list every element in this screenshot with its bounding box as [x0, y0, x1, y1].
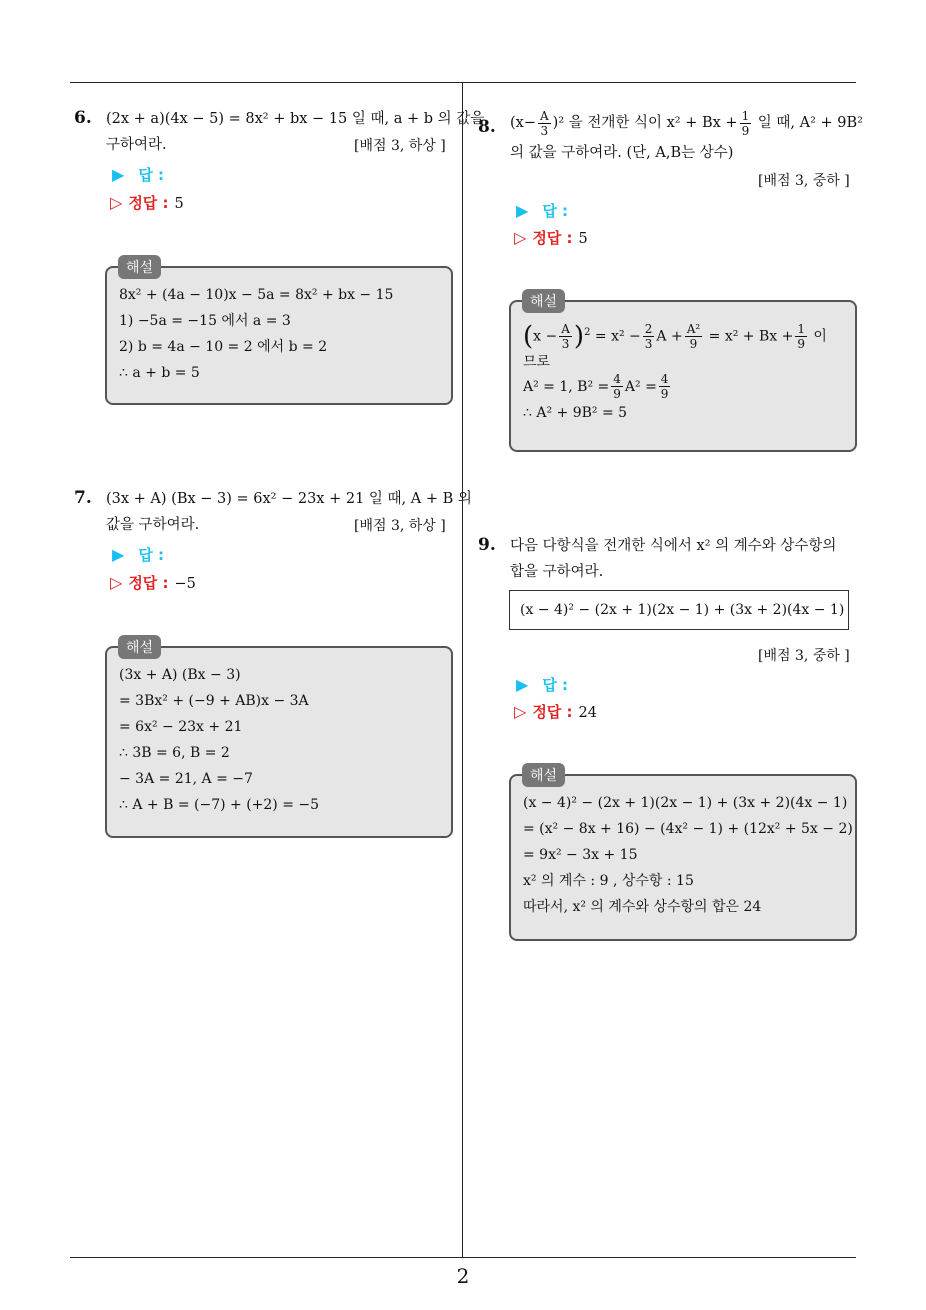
correct-answer-row: ▷ 정답 : 5 [514, 228, 588, 247]
triangle-filled-icon: ▶ [516, 201, 529, 220]
answer-row: ▶ 답 : [516, 675, 569, 694]
triangle-filled-icon: ▶ [112, 165, 125, 184]
bottom-rule [70, 1257, 856, 1258]
explanation-tag: 해설 [118, 255, 161, 279]
problem-text: (x− $\frac{A}{3}$ )² 을 전개한 식이 x² + Bx + $\frac{1}{9}$ 일 때, A² + 9B² 의 값을 구하여라. (단, A,B는 상수) [510, 108, 863, 161]
points-label: [배점 3, 하상 ] [354, 138, 446, 154]
explanation-box: 8x² + (4a − 10)x − 5a = 8x² + bx − 15 1) −5a = −15 에서 a = 3 2) b = 4a − 10 = 2 에서 b = 2 ∴ a + b = 5 [105, 266, 453, 405]
explanation-box: (3x + A) (Bx − 3) = 3Bx² + (−9 + AB)x − 3A = 6x² − 23x + 21 ∴ 3B = 6, B = 2 − 3A = 21, A = −7 ∴ A + B = (−7) + (+2) = −5 [105, 646, 453, 838]
problem-text: 다음 다항식을 전개한 식에서 x² 의 계수와 상수항의 합을 구하여라. [510, 538, 837, 580]
answer-row: ▶ 답 : [112, 545, 165, 564]
problem-number: 6. [74, 108, 92, 128]
correct-answer-row: ▷ 정답 : −5 [110, 573, 196, 592]
explanation-tag: 해설 [118, 635, 161, 659]
triangle-outline-icon: ▷ [514, 702, 527, 721]
explanation-tag: 해설 [522, 763, 565, 787]
triangle-outline-icon: ▷ [110, 193, 123, 212]
points-label: [배점 3, 중하 ] [758, 648, 850, 664]
problem-number: 8. [478, 117, 496, 137]
points-label: [배점 3, 중하 ] [758, 173, 850, 189]
top-rule [70, 82, 856, 83]
triangle-filled-icon: ▶ [516, 675, 529, 694]
correct-answer-row: ▷ 정답 : 24 [514, 702, 597, 721]
triangle-filled-icon: ▶ [112, 545, 125, 564]
answer-row: ▶ 답 : [516, 201, 569, 220]
answer-row: ▶ 답 : [112, 165, 165, 184]
page-number: 2 [456, 1264, 470, 1288]
triangle-outline-icon: ▷ [110, 573, 123, 592]
triangle-outline-icon: ▷ [514, 228, 527, 247]
problem-text: (3x + A) (Bx − 3) = 6x² − 23x + 21 일 때, A + B 의 값을 구하여라. [106, 491, 472, 533]
explanation-box: (x − 4)² − (2x + 1)(2x − 1) + (3x + 2)(4x − 1) = (x² − 8x + 16) − (4x² − 1) + (12x² + 5x − 2) = 9x² − 3x + 15 x² 의 계수 : 9 , 상수항 : 15 따라서, x² 의 계수와 상수항의 합은 24 [509, 774, 857, 941]
column-divider [462, 83, 463, 1258]
explanation-tag: 해설 [522, 289, 565, 313]
points-label: [배점 3, 하상 ] [354, 518, 446, 534]
expression-frame: (x − 4)² − (2x + 1)(2x − 1) + (3x + 2)(4x − 1) [509, 590, 849, 630]
explanation-box: (x − $\frac{A}{3}$ )$^2$ = x² − $\frac{2}{3}$ A + $\frac{\text{A²}}{9}$ = x² + Bx + $\frac{1}{9}$ 이 므로 A² = 1, B² = $\frac{4}{9}$ A² = $\frac{4}{9}$ ∴ A² + 9B² = 5 [509, 300, 857, 452]
problem-number: 9. [478, 535, 496, 555]
problem-text: (2x + a)(4x − 5) = 8x² + bx − 15 일 때, a + b 의 값을 구하여라. [106, 111, 485, 153]
correct-answer-row: ▷ 정답 : 5 [110, 193, 184, 212]
problem-number: 7. [74, 488, 92, 508]
